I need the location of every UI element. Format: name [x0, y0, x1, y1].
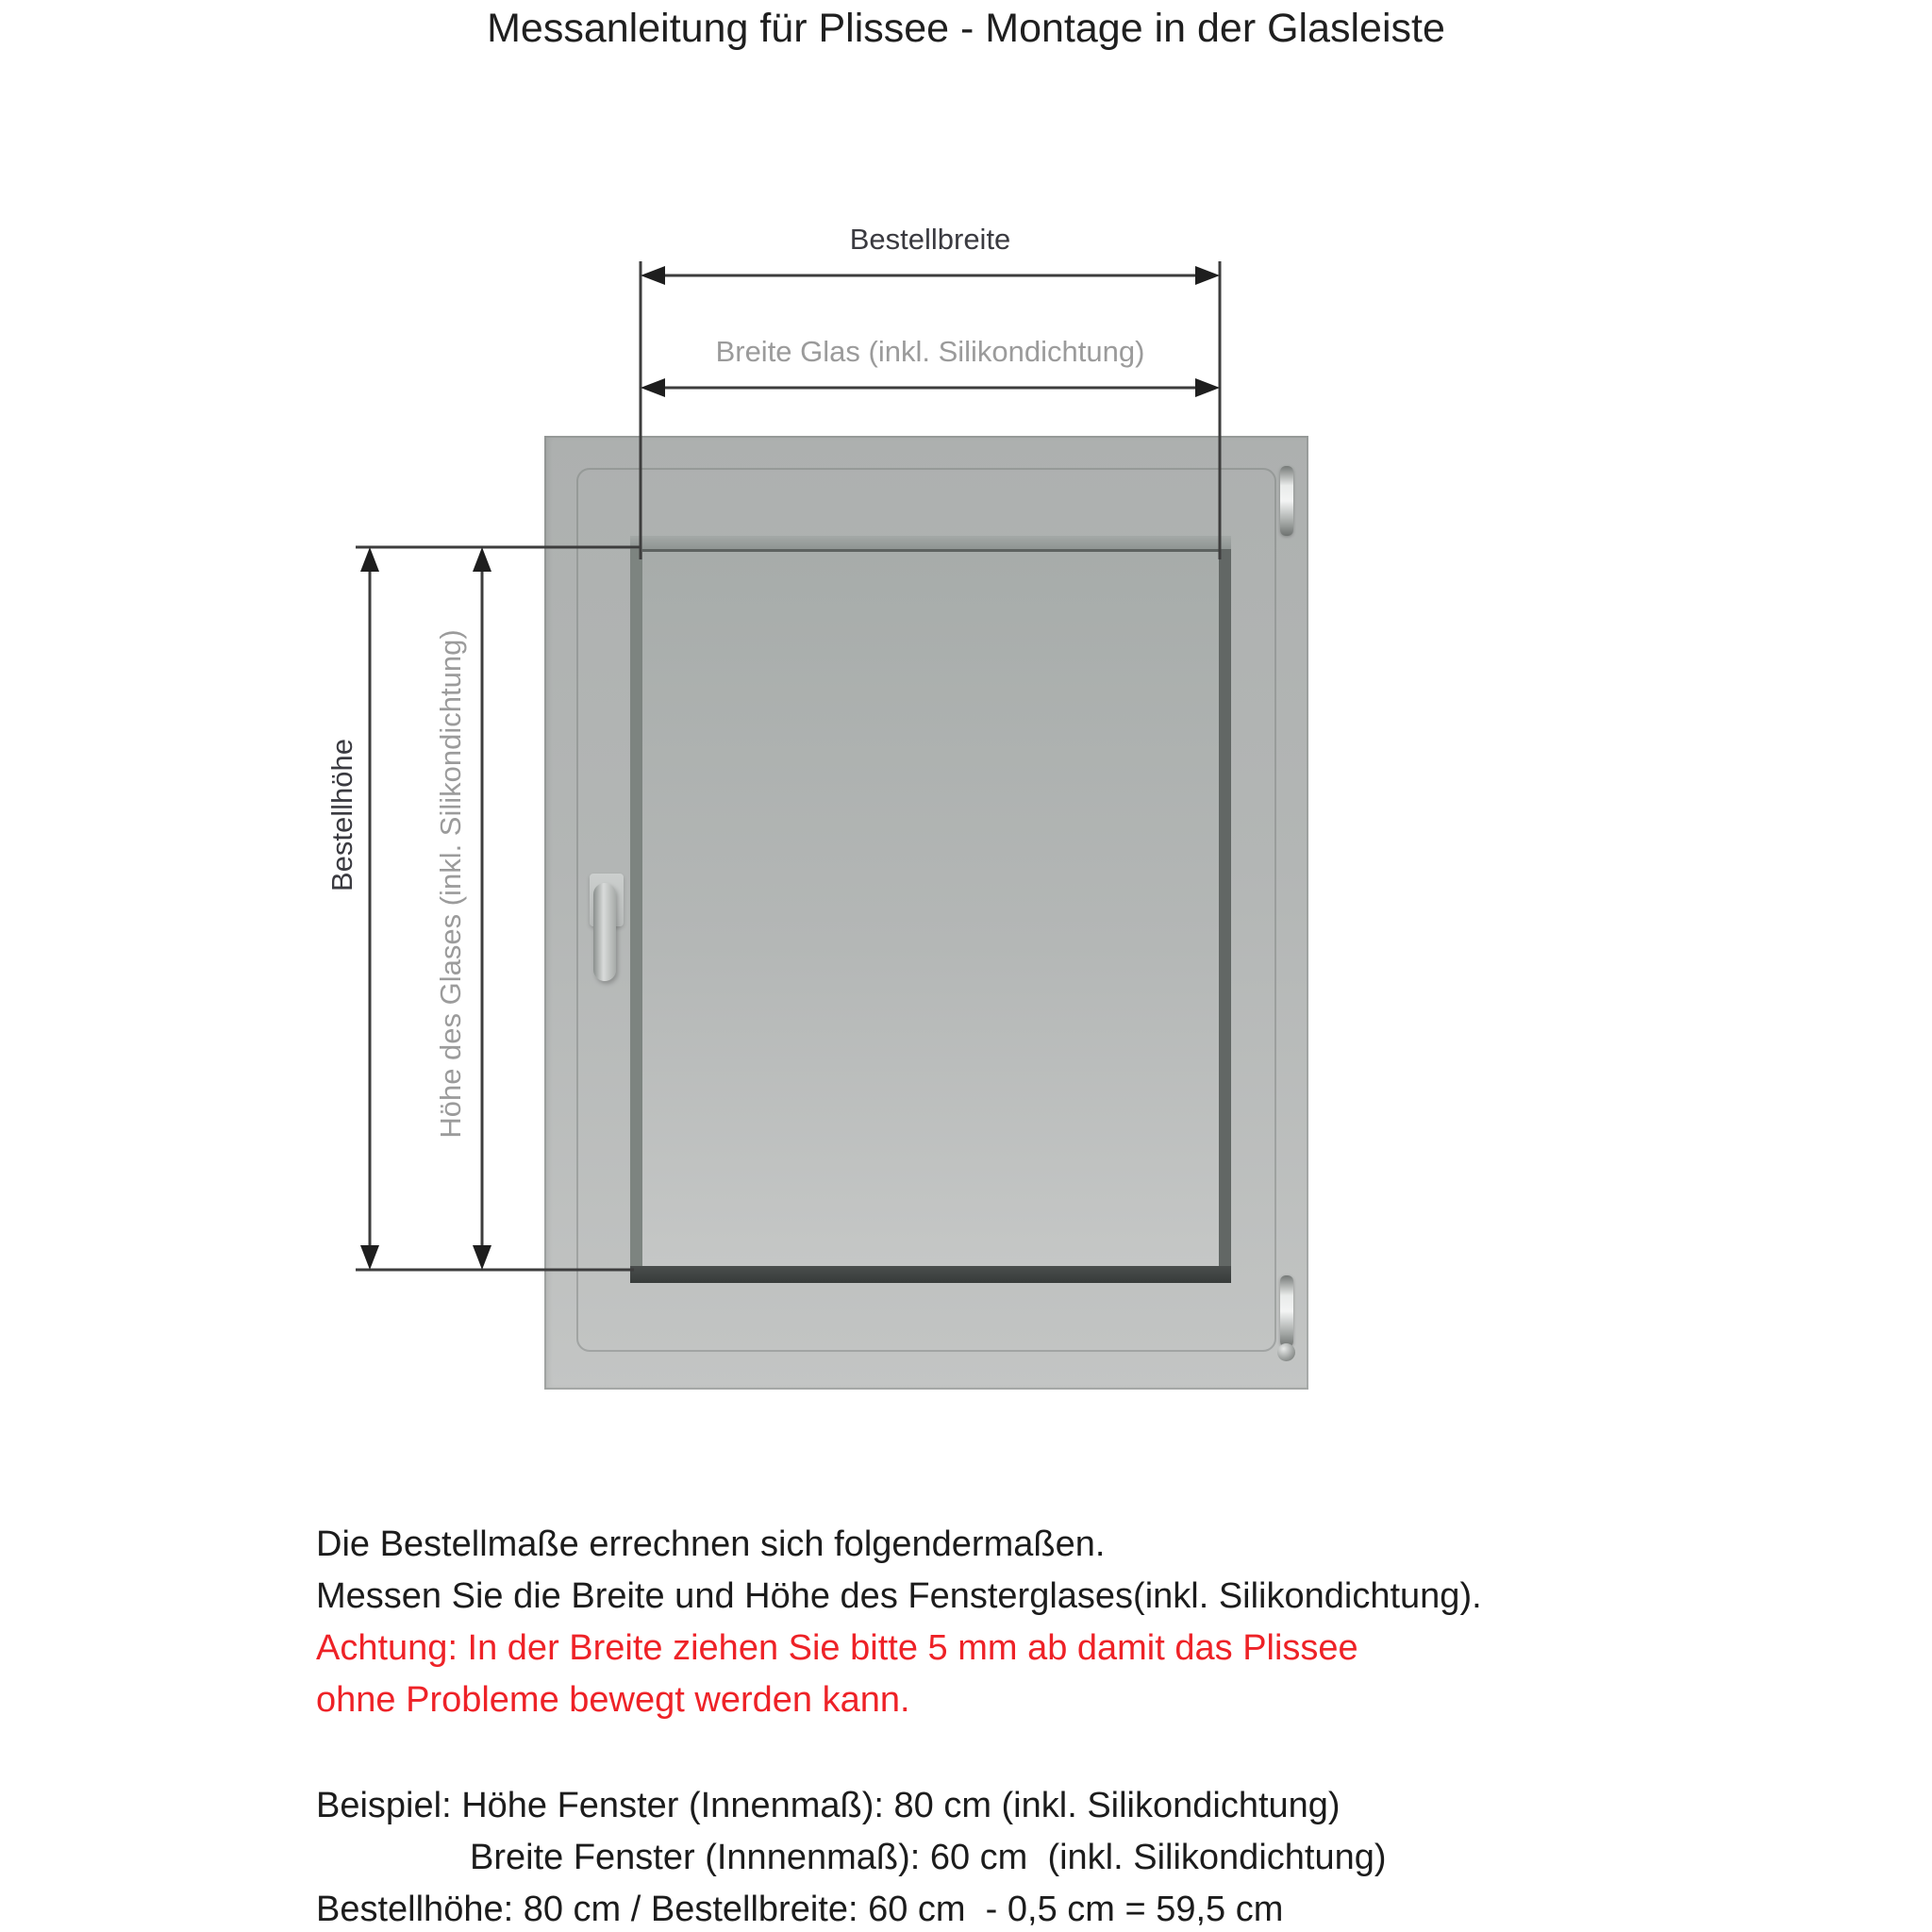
glass-bead-right	[1219, 549, 1231, 1266]
order-width-arrow	[641, 266, 1220, 285]
glass-width-arrow	[641, 378, 1220, 397]
glass-bead-left	[630, 549, 642, 1266]
window-illustration	[544, 436, 1308, 1390]
window-hinge-bottom	[1280, 1275, 1293, 1347]
instruction-intro-line1: Die Bestellmaße errechnen sich folgendermaßen.	[316, 1524, 1106, 1564]
glass-width-label: Breite Glas (inkl. Silikondichtung)	[715, 335, 1145, 368]
instruction-warning-line1: Achtung: In der Breite ziehen Sie bitte 5 mm ab damit das Plissee	[316, 1628, 1358, 1668]
order-width-label: Bestellbreite	[849, 223, 1011, 256]
example-width-line: Breite Fenster (Innnenmaß): 60 cm (inkl. Silikondichtung)	[470, 1838, 1387, 1877]
example-result-line: Bestellhöhe: 80 cm / Bestellbreite: 60 cm - 0,5 cm = 59,5 cm	[316, 1890, 1284, 1929]
glass-height-label: Höhe des Glases (inkl. Silikondichtung)	[434, 629, 467, 1139]
glass-height-arrow	[473, 547, 491, 1270]
glass-and-bead	[630, 536, 1231, 1283]
glass-pane	[642, 552, 1219, 1266]
glass-bead-bottom	[630, 1266, 1231, 1283]
example-height-line: Beispiel: Höhe Fenster (Innenmaß): 80 cm (inkl. Silikondichtung)	[316, 1786, 1341, 1825]
page-title: Messanleitung für Plissee - Montage in der Glasleiste	[487, 6, 1445, 51]
window-hinge-knob	[1277, 1343, 1295, 1361]
window-handle	[593, 883, 616, 981]
instruction-warning-line2: ohne Probleme bewegt werden kann.	[316, 1680, 910, 1720]
order-height-label: Bestellhöhe	[325, 739, 358, 892]
glass-bead-top	[630, 536, 1231, 552]
window-hinge-top	[1280, 466, 1293, 536]
instruction-intro-line2: Messen Sie die Breite und Höhe des Fensterglases(inkl. Silikondichtung).	[316, 1576, 1482, 1616]
order-height-arrow	[360, 547, 379, 1270]
